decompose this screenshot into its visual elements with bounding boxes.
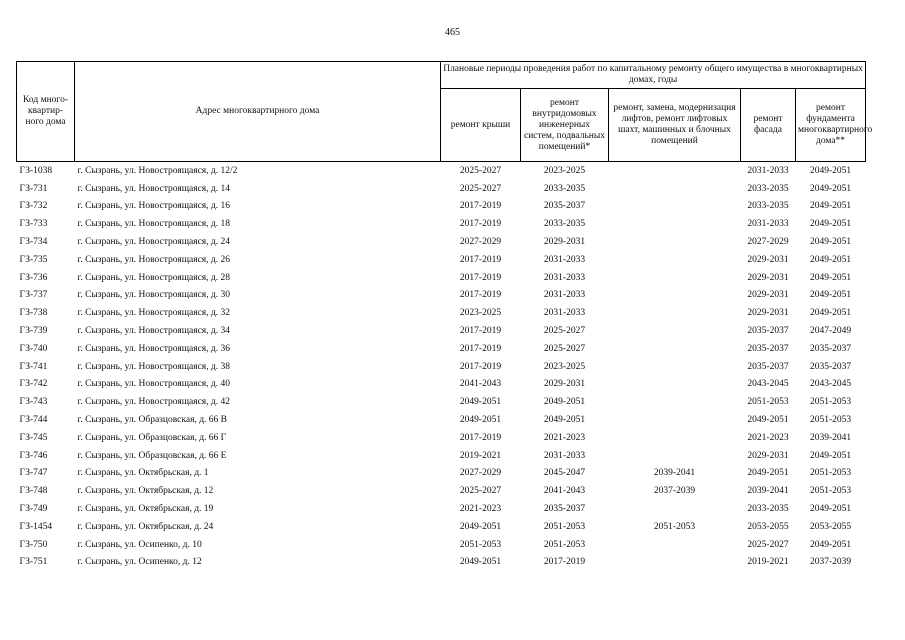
cell-facade: 2049-2051	[747, 415, 789, 426]
cell-engineering: 2023-2025	[521, 162, 609, 180]
cell-engineering: 2041-2043	[543, 486, 586, 497]
cell-roof: 2023-2025	[459, 308, 502, 319]
cell-address: г. Сызрань, ул. Новостроящаяся, д. 34	[77, 326, 231, 337]
cell-address: г. Сызрань, ул. Новостроящаяся, д. 16	[77, 201, 231, 212]
cell-engineering: 2031-2033	[543, 308, 586, 319]
cell-facade: 2029-2031	[747, 254, 789, 265]
table-row	[17, 198, 866, 216]
cell-roof: 2025-2027	[441, 162, 521, 180]
cell-facade: 2029-2031	[747, 290, 789, 301]
table-row	[17, 500, 866, 518]
cell-code: ГЗ-746	[19, 450, 48, 461]
cell-roof: 2049-2051	[459, 415, 502, 426]
header-facade: ремонт фасада	[741, 89, 796, 162]
cell-engineering: 2049-2051	[543, 397, 586, 408]
table-row	[17, 429, 866, 447]
cell-roof: 2025-2027	[459, 486, 502, 497]
cell-address: г. Сызрань, ул. Новостроящаяся, д. 24	[77, 237, 231, 248]
cell-engineering: 2033-2035	[543, 219, 586, 230]
cell-address: г. Сызрань, ул. Осипенко, д. 10	[77, 539, 202, 550]
cell-roof: 2051-2053	[459, 539, 502, 550]
cell-engineering: 2025-2027	[543, 326, 586, 337]
cell-foundation: 2043-2045	[809, 379, 852, 390]
cell-facade: 2027-2029	[747, 237, 789, 248]
cell-facade: 2051-2053	[747, 397, 789, 408]
cell-code: ГЗ-751	[19, 557, 48, 568]
cell-code: ГЗ-745	[19, 432, 48, 443]
cell-engineering: 2031-2033	[543, 272, 586, 283]
cell-address: г. Сызрань, ул. Новостроящаяся, д. 12/2	[75, 162, 441, 180]
cell-elevators	[609, 358, 741, 376]
cell-engineering: 2049-2051	[543, 415, 586, 426]
cell-code: ГЗ-737	[19, 290, 48, 301]
cell-address: г. Сызрань, ул. Образцовская, д. 66 Г	[77, 432, 227, 443]
cell-foundation: 2051-2053	[809, 397, 852, 408]
cell-foundation: 2035-2037	[809, 343, 852, 354]
header-planned-periods: Плановые периоды проведения работ по капитальному ремонту общего имущества в многоквартирных домах, годы	[441, 62, 866, 89]
cell-foundation: 2049-2051	[809, 290, 852, 301]
table-row	[17, 518, 866, 536]
cell-elevators	[609, 447, 741, 465]
cell-facade: 2021-2023	[747, 432, 789, 443]
cell-roof: 2017-2019	[459, 343, 502, 354]
cell-address: г. Сызрань, ул. Новостроящаяся, д. 32	[77, 308, 231, 319]
cell-roof: 2019-2021	[459, 450, 502, 461]
table-row	[17, 393, 866, 411]
cell-foundation: 2049-2051	[809, 539, 852, 550]
cell-roof: 2027-2029	[459, 468, 502, 479]
cell-foundation: 2049-2051	[809, 272, 852, 283]
cell-code: ГЗ-748	[19, 486, 48, 497]
cell-facade: 2049-2051	[747, 468, 789, 479]
cell-code: ГЗ-739	[19, 326, 48, 337]
cell-elevators	[609, 251, 741, 269]
cell-elevators	[609, 215, 741, 233]
cell-elevators	[609, 429, 741, 447]
cell-engineering: 2033-2035	[543, 183, 586, 194]
table-row	[17, 162, 866, 180]
cell-address: г. Сызрань, ул. Новостроящаяся, д. 18	[77, 219, 231, 230]
table-row	[17, 340, 866, 358]
cell-address: г. Сызрань, ул. Октябрьская, д. 19	[77, 504, 214, 515]
cell-facade: 2035-2037	[747, 343, 789, 354]
cell-code: ГЗ-749	[19, 504, 48, 515]
cell-engineering: 2017-2019	[543, 557, 586, 568]
table-row	[17, 465, 866, 483]
table-row	[17, 304, 866, 322]
cell-code: ГЗ-736	[19, 272, 48, 283]
table-row	[17, 482, 866, 500]
table-row	[17, 536, 866, 554]
header-elevators: ремонт, замена, модернизация лифтов, ремонт лифтовых шахт, машинных и блочных помещений	[609, 89, 741, 162]
cell-elevators	[609, 393, 741, 411]
cell-code: ГЗ-732	[19, 201, 48, 212]
cell-code: ГЗ-731	[19, 183, 48, 194]
cell-foundation: 2049-2051	[809, 450, 852, 461]
cell-address: г. Сызрань, ул. Осипенко, д. 12	[77, 557, 202, 568]
cell-engineering: 2051-2053	[543, 521, 586, 532]
table-row	[17, 215, 866, 233]
cell-elevators	[609, 269, 741, 287]
cell-foundation: 2053-2055	[809, 521, 852, 532]
cell-address: г. Сызрань, ул. Новостроящаяся, д. 40	[77, 379, 231, 390]
cell-code: ГЗ-750	[19, 539, 48, 550]
cell-roof: 2017-2019	[459, 290, 502, 301]
cell-elevators	[609, 233, 741, 251]
cell-facade: 2031-2033	[747, 219, 789, 230]
cell-roof: 2027-2029	[459, 237, 502, 248]
cell-address: г. Сызрань, ул. Образцовская, д. 66 Е	[77, 450, 227, 461]
cell-roof: 2025-2027	[459, 183, 502, 194]
cell-foundation: 2051-2053	[809, 415, 852, 426]
table-row	[17, 554, 866, 572]
cell-roof: 2017-2019	[459, 201, 502, 212]
cell-foundation: 2049-2051	[796, 162, 866, 180]
cell-code: ГЗ-741	[19, 361, 48, 372]
cell-elevators	[609, 411, 741, 429]
cell-code: ГЗ-1038	[17, 162, 75, 180]
header-roof: ремонт крыши	[441, 89, 521, 162]
header-engineering: ремонт внутридомовых инженерных систем, подвальных помещений*	[521, 89, 609, 162]
cell-code: ГЗ-742	[19, 379, 48, 390]
cell-foundation: 2051-2053	[809, 486, 852, 497]
cell-engineering: 2031-2033	[543, 450, 586, 461]
table-body	[17, 162, 866, 572]
cell-roof: 2017-2019	[459, 219, 502, 230]
cell-address: г. Сызрань, ул. Новостроящаяся, д. 26	[77, 254, 231, 265]
cell-engineering: 2031-2033	[543, 254, 586, 265]
cell-roof: 2017-2019	[459, 326, 502, 337]
cell-foundation: 2051-2053	[809, 468, 852, 479]
cell-code: ГЗ-734	[19, 237, 48, 248]
cell-engineering: 2045-2047	[543, 468, 586, 479]
cell-code: ГЗ-743	[19, 397, 48, 408]
cell-engineering: 2035-2037	[543, 201, 586, 212]
cell-address: г. Сызрань, ул. Новостроящаяся, д. 14	[77, 183, 231, 194]
cell-roof: 2049-2051	[459, 521, 502, 532]
cell-foundation: 2035-2037	[809, 361, 852, 372]
cell-address: г. Сызрань, ул. Новостроящаяся, д. 30	[77, 290, 231, 301]
cell-roof: 2021-2023	[459, 504, 502, 515]
cell-foundation: 2049-2051	[809, 254, 852, 265]
cell-foundation: 2039-2041	[809, 432, 852, 443]
cell-facade: 2033-2035	[747, 504, 789, 515]
table-row	[17, 447, 866, 465]
cell-address: г. Сызрань, ул. Октябрьская, д. 12	[77, 486, 214, 497]
cell-facade: 2035-2037	[747, 326, 789, 337]
cell-address: г. Сызрань, ул. Образцовская, д. 66 В	[77, 415, 227, 426]
cell-code: ГЗ-733	[19, 219, 48, 230]
cell-roof: 2017-2019	[459, 254, 502, 265]
cell-foundation: 2049-2051	[809, 183, 852, 194]
cell-roof: 2017-2019	[459, 432, 502, 443]
cell-elevators	[609, 536, 741, 554]
cell-facade: 2031-2033	[741, 162, 796, 180]
cell-engineering: 2025-2027	[543, 343, 586, 354]
cell-facade: 2033-2035	[747, 183, 789, 194]
table-row	[17, 233, 866, 251]
cell-address: г. Сызрань, ул. Октябрьская, д. 24	[77, 521, 214, 532]
cell-facade: 2043-2045	[747, 379, 789, 390]
cell-code: ГЗ-738	[19, 308, 48, 319]
cell-elevators	[609, 376, 741, 394]
cell-facade: 2029-2031	[747, 450, 789, 461]
cell-elevators: 2051-2053	[653, 521, 696, 532]
cell-facade: 2053-2055	[747, 521, 789, 532]
cell-facade: 2025-2027	[747, 539, 789, 550]
header-foundation: ремонт фундамента многоквартирного дома**	[796, 89, 866, 162]
cell-foundation: 2049-2051	[809, 237, 852, 248]
cell-engineering: 2029-2031	[543, 379, 586, 390]
cell-elevators: 2039-2041	[653, 468, 696, 479]
cell-code: ГЗ-735	[19, 254, 48, 265]
cell-foundation: 2049-2051	[809, 219, 852, 230]
cell-address: г. Сызрань, ул. Новостроящаяся, д. 36	[77, 343, 231, 354]
cell-engineering: 2031-2033	[543, 290, 586, 301]
cell-address: г. Сызрань, ул. Октябрьская, д. 1	[77, 468, 209, 479]
table-row	[17, 322, 866, 340]
table-row	[17, 411, 866, 429]
table-row	[17, 376, 866, 394]
table-row	[17, 287, 866, 305]
page-number: 465	[445, 27, 460, 38]
cell-code: ГЗ-1454	[19, 521, 53, 532]
cell-elevators	[609, 180, 741, 198]
cell-code: ГЗ-747	[19, 468, 48, 479]
cell-foundation: 2037-2039	[809, 557, 852, 568]
table-row	[17, 251, 866, 269]
cell-facade: 2029-2031	[747, 272, 789, 283]
cell-elevators	[609, 500, 741, 518]
header-address: Адрес многоквартирного дома	[75, 62, 441, 162]
cell-facade: 2033-2035	[747, 201, 789, 212]
cell-roof: 2017-2019	[459, 272, 502, 283]
cell-foundation: 2049-2051	[809, 308, 852, 319]
cell-elevators	[609, 340, 741, 358]
repair-schedule-table	[16, 61, 873, 571]
cell-code: ГЗ-740	[19, 343, 48, 354]
table-header	[17, 62, 873, 162]
cell-facade: 2029-2031	[747, 308, 789, 319]
cell-address: г. Сызрань, ул. Новостроящаяся, д. 28	[77, 272, 231, 283]
cell-elevators	[609, 554, 741, 572]
cell-engineering: 2029-2031	[543, 237, 586, 248]
cell-facade: 2039-2041	[747, 486, 789, 497]
cell-engineering: 2023-2025	[543, 361, 586, 372]
cell-engineering: 2051-2053	[543, 539, 586, 550]
cell-elevators	[609, 322, 741, 340]
cell-foundation: 2049-2051	[809, 201, 852, 212]
table-row	[17, 180, 866, 198]
header-code: Код много-квартир-ного дома	[17, 62, 75, 162]
cell-elevators	[609, 198, 741, 216]
cell-address: г. Сызрань, ул. Новостроящаяся, д. 38	[77, 361, 231, 372]
cell-roof: 2017-2019	[459, 361, 502, 372]
cell-elevators	[609, 162, 741, 180]
cell-roof: 2041-2043	[459, 379, 502, 390]
cell-roof: 2049-2051	[459, 397, 502, 408]
cell-facade: 2019-2021	[747, 557, 789, 568]
cell-engineering: 2035-2037	[543, 504, 586, 515]
cell-facade: 2035-2037	[747, 361, 789, 372]
cell-elevators: 2037-2039	[653, 486, 696, 497]
cell-elevators	[609, 304, 741, 322]
cell-foundation: 2049-2051	[809, 504, 852, 515]
cell-elevators	[609, 287, 741, 305]
cell-code: ГЗ-744	[19, 415, 48, 426]
table-row	[17, 358, 866, 376]
table-row	[17, 269, 866, 287]
cell-roof: 2049-2051	[459, 557, 502, 568]
cell-foundation: 2047-2049	[809, 326, 852, 337]
cell-engineering: 2021-2023	[543, 432, 586, 443]
cell-address: г. Сызрань, ул. Новостроящаяся, д. 42	[77, 397, 231, 408]
